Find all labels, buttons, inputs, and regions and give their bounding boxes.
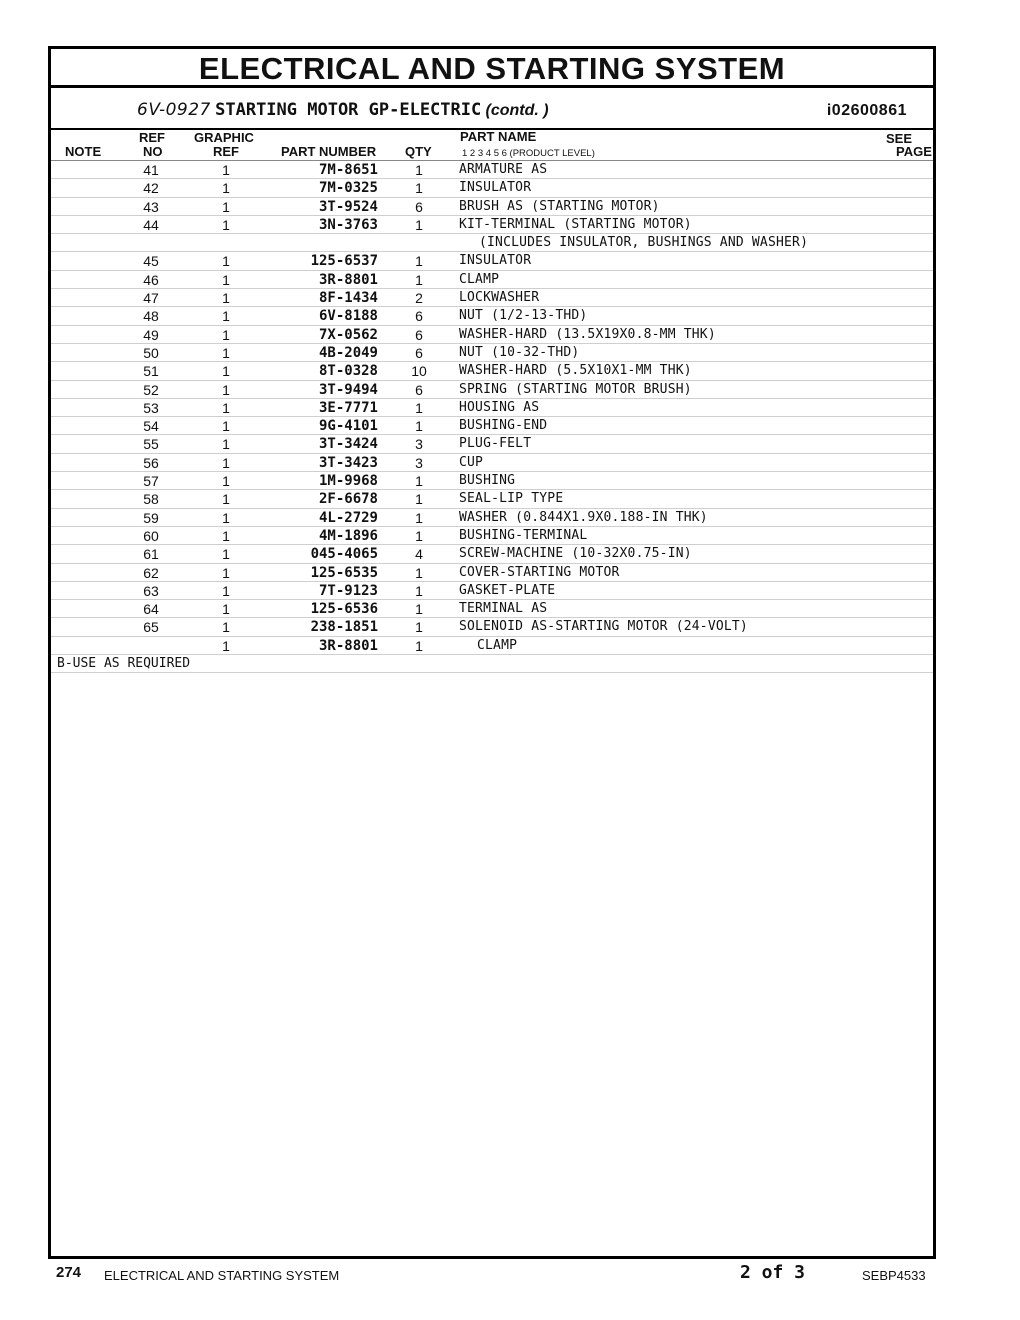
quantity: 1 [415,271,423,288]
table-row [51,179,933,197]
part-number: 3T-9494 [318,381,378,398]
part-name: NUT (10-32-THD) [459,344,580,360]
col-product-level: 1 2 3 4 5 6 (PRODUCT LEVEL) [462,148,595,159]
page-footer [0,1264,1020,1288]
ref-no: 55 [143,436,159,453]
part-name: BUSHING-TERMINAL [459,527,588,543]
table-row [51,454,933,472]
table-row [51,509,933,527]
table-row [51,637,933,655]
table-row [51,618,933,636]
graphic-ref: 1 [222,253,230,270]
part-name: TERMINAL AS [459,601,548,617]
ref-no: 56 [143,454,159,471]
graphic-ref: 1 [222,436,230,453]
col-part-number: PART NUMBER [281,144,377,159]
part-name: ARMATURE AS [459,162,548,177]
group-contd: (contd. ) [485,102,549,119]
part-name: SEAL-LIP TYPE [459,491,564,507]
ref-no: 63 [143,582,159,599]
ref-no: 44 [143,216,159,233]
document-id: SEBP4533 [862,1268,926,1283]
footnote-row [51,655,933,673]
part-number: 1M-9968 [318,473,378,490]
part-name: WASHER-HARD (5.5X10X1-MM THK) [459,363,692,379]
part-name: KIT-TERMINAL (STARTING MOTOR) [459,216,692,232]
ref-no: 64 [143,601,159,618]
ref-no: 49 [143,326,159,343]
footnote: B-USE AS REQUIRED [57,656,191,672]
ref-no: 43 [143,198,159,215]
part-number: 4L-2729 [318,509,378,526]
quantity: 1 [415,418,423,435]
part-name: WASHER (0.844X1.9X0.188-IN THK) [459,509,708,525]
quantity: 1 [415,473,423,490]
graphic-ref: 1 [222,509,230,526]
quantity: 6 [415,198,423,215]
ref-no: 61 [143,546,159,563]
part-name: HOUSING AS [459,399,540,415]
part-number: 3T-3424 [318,436,378,453]
quantity: 1 [415,491,423,508]
part-name: INSULATOR [459,180,532,196]
ref-no: 51 [143,363,159,380]
part-number: 4B-2049 [318,344,378,361]
part-number: 7T-9123 [318,582,378,599]
quantity: 1 [415,216,423,233]
graphic-ref: 1 [222,418,230,435]
graphic-ref: 1 [222,344,230,361]
quantity: 1 [415,253,423,270]
part-number: 8F-1434 [318,290,378,307]
graphic-ref: 1 [222,363,230,380]
graphic-ref: 1 [222,162,230,178]
table-row [51,307,933,325]
page-title: ELECTRICAL AND STARTING SYSTEM [51,49,933,88]
ref-no: 42 [143,180,159,197]
table-row [51,344,933,362]
table-row [51,216,933,234]
part-number: 3T-9524 [318,198,378,215]
part-name: SOLENOID AS-STARTING MOTOR (24-VOLT) [459,619,748,635]
graphic-ref: 1 [222,527,230,544]
ref-no: 57 [143,473,159,490]
part-number: 125-6537 [310,253,378,270]
page-of: 2 of 3 [740,1262,806,1283]
part-name: CLAMP [459,271,500,287]
part-number: 7M-8651 [318,162,378,178]
col-part-name: PART NAME [460,129,537,144]
col-ref-top: REF [139,130,165,145]
ref-no: 53 [143,399,159,416]
ref-no: 62 [143,564,159,581]
graphic-ref: 1 [222,564,230,581]
table-row [51,161,933,179]
quantity: 6 [415,308,423,325]
group-id: i02600861 [826,102,907,119]
part-name: CUP [459,454,484,470]
ref-no: 41 [143,162,159,178]
ref-no: 60 [143,527,159,544]
graphic-ref: 1 [222,308,230,325]
part-number: 3N-3763 [318,216,378,233]
part-name: BUSHING-END [459,418,548,434]
table-row [51,417,933,435]
part-name: PLUG-FELT [459,436,532,452]
table-row [51,234,933,252]
part-number: 3R-8801 [318,637,378,654]
quantity: 4 [415,546,423,563]
ref-no: 50 [143,344,159,361]
quantity: 1 [415,162,423,178]
graphic-ref: 1 [222,290,230,307]
column-headers [51,130,933,161]
ref-no: 52 [143,381,159,398]
table-row [51,271,933,289]
graphic-ref: 1 [222,271,230,288]
graphic-ref: 1 [222,491,230,508]
graphic-ref: 1 [222,399,230,416]
part-name: INSULATOR [459,253,532,269]
table-row [51,435,933,453]
ref-no: 65 [143,619,159,636]
quantity: 1 [415,564,423,581]
col-see-top: SEE [886,131,913,146]
table-row [51,399,933,417]
part-number: 4M-1896 [318,527,378,544]
ref-no: 54 [143,418,159,435]
part-number: 125-6535 [310,564,378,581]
quantity: 1 [415,601,423,618]
quantity: 3 [415,436,423,453]
ref-no: 48 [143,308,159,325]
quantity: 1 [415,180,423,197]
table-row [51,490,933,508]
part-name: SCREW-MACHINE (10-32X0.75-IN) [459,546,692,562]
col-qty: QTY [405,144,432,159]
group-header [51,88,933,130]
part-name: SPRING (STARTING MOTOR BRUSH) [459,381,692,397]
col-graphic-top: GRAPHIC [194,130,254,145]
graphic-ref: 1 [222,546,230,563]
quantity: 1 [415,527,423,544]
table-row [51,582,933,600]
part-name: COVER-STARTING MOTOR [459,564,620,580]
quantity: 2 [415,290,423,307]
table-row [51,600,933,618]
graphic-ref: 1 [222,473,230,490]
table-row [51,545,933,563]
page-number: 274 [56,1264,82,1281]
quantity: 3 [415,454,423,471]
quantity: 1 [415,582,423,599]
quantity: 10 [411,363,427,380]
parts-page-frame [48,46,936,1259]
quantity: 1 [415,509,423,526]
table-row [51,289,933,307]
part-name: GASKET-PLATE [459,582,556,598]
table-row [51,326,933,344]
part-name: WASHER-HARD (13.5X19X0.8-MM THK) [459,326,716,342]
part-name: BUSHING [459,473,516,489]
part-name: (INCLUDES INSULATOR, BUSHINGS AND WASHER) [479,235,809,251]
part-number: 3T-3423 [318,454,378,471]
graphic-ref: 1 [222,326,230,343]
part-name: CLAMP [477,637,518,653]
table-row [51,527,933,545]
part-number: 045-4065 [310,546,378,563]
table-row [51,362,933,380]
graphic-ref: 1 [222,601,230,618]
graphic-ref: 1 [222,637,230,654]
table-row [51,381,933,399]
part-name: LOCKWASHER [459,290,540,306]
ref-no: 46 [143,271,159,288]
footer-section: ELECTRICAL AND STARTING SYSTEM [104,1268,340,1283]
quantity: 6 [415,326,423,343]
ref-no: 58 [143,491,159,508]
graphic-ref: 1 [222,619,230,636]
graphic-ref: 1 [222,381,230,398]
ref-no: 59 [143,509,159,526]
table-row [51,252,933,270]
part-number: 238-1851 [310,619,378,636]
quantity: 1 [415,399,423,416]
part-number: 3E-7771 [318,399,378,416]
quantity: 1 [415,637,423,654]
graphic-ref: 1 [222,582,230,599]
part-number: 7M-0325 [318,180,378,197]
graphic-ref: 1 [222,216,230,233]
part-number: 6V-8188 [318,308,378,325]
quantity: 6 [415,344,423,361]
table-row [51,472,933,490]
quantity: 1 [415,619,423,636]
col-graphic-bottom: REF [213,144,239,159]
part-number: 7X-0562 [318,326,378,343]
part-number: 125-6536 [310,601,378,618]
col-ref-bottom: NO [143,144,163,159]
table-row [51,198,933,216]
ref-no: 45 [143,253,159,270]
graphic-ref: 1 [222,180,230,197]
part-number: 9G-4101 [318,418,378,435]
part-name: NUT (1/2-13-THD) [459,308,588,324]
quantity: 6 [415,381,423,398]
table-row [51,564,933,582]
col-see-bottom: PAGE [896,144,932,159]
graphic-ref: 1 [222,198,230,215]
ref-no: 47 [143,290,159,307]
part-number: 8T-0328 [318,363,378,380]
part-number: 3R-8801 [318,271,378,288]
part-number: 2F-6678 [318,491,378,508]
group-number: 6V-0927 [137,100,211,120]
group-name: STARTING MOTOR GP-ELECTRIC [215,100,482,120]
graphic-ref: 1 [222,454,230,471]
col-note: NOTE [65,144,102,159]
parts-table [51,161,933,673]
part-name: BRUSH AS (STARTING MOTOR) [459,198,660,214]
